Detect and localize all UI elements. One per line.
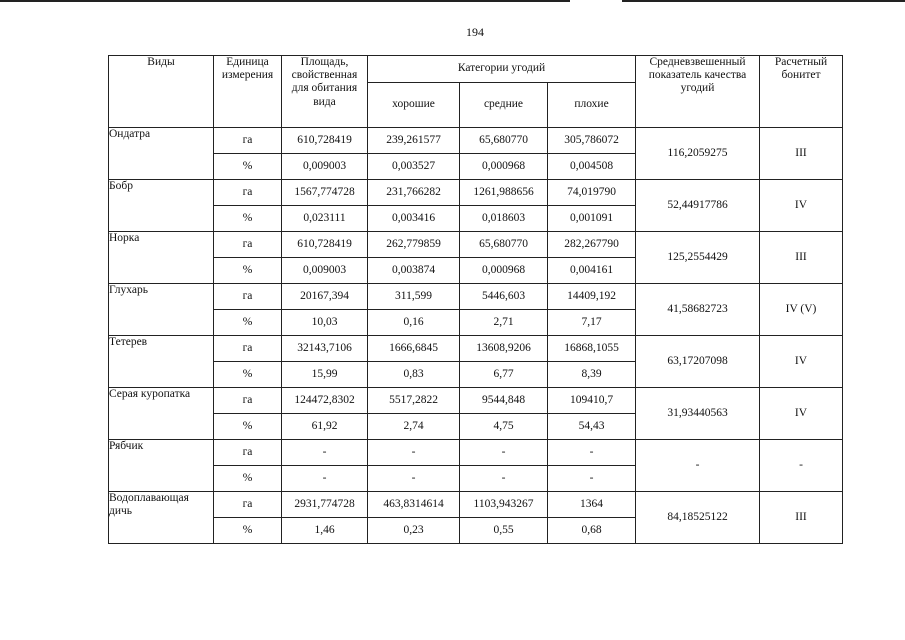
bad-cell: 0,004508 xyxy=(548,154,636,180)
bad-cell: - xyxy=(548,466,636,492)
good-cell: 239,261577 xyxy=(368,128,460,154)
species-cell: Водоплавающая дичь xyxy=(109,492,214,544)
bad-cell: - xyxy=(548,440,636,466)
table-row xyxy=(109,492,843,518)
unit-cell: % xyxy=(214,258,282,284)
area-cell: 15,99 xyxy=(282,362,368,388)
area-cell: 0,009003 xyxy=(282,154,368,180)
header-unit: Единица измерения xyxy=(214,56,282,128)
area-cell: 32143,7106 xyxy=(282,336,368,362)
good-cell: 2,74 xyxy=(368,414,460,440)
medium-cell: 6,77 xyxy=(460,362,548,388)
species-cell: Бобр xyxy=(109,180,214,232)
area-cell: 10,03 xyxy=(282,310,368,336)
quality-cell: 125,2554429 xyxy=(636,232,760,284)
unit-cell: га xyxy=(214,336,282,362)
area-cell: 2931,774728 xyxy=(282,492,368,518)
good-cell: 0,16 xyxy=(368,310,460,336)
header-quality: Средневзвешенный показатель качества угодий xyxy=(636,56,760,128)
unit-cell: % xyxy=(214,310,282,336)
species-cell: Норка xyxy=(109,232,214,284)
bonitet-cell: IV xyxy=(760,336,843,388)
medium-cell: 4,75 xyxy=(460,414,548,440)
species-cell: Тетерев xyxy=(109,336,214,388)
bad-cell: 0,001091 xyxy=(548,206,636,232)
quality-cell: 116,2059275 xyxy=(636,128,760,180)
good-cell: 231,766282 xyxy=(368,180,460,206)
medium-cell: 5446,603 xyxy=(460,284,548,310)
good-cell: 0,003527 xyxy=(368,154,460,180)
table-row xyxy=(109,284,843,310)
area-cell: 0,023111 xyxy=(282,206,368,232)
bad-cell: 0,004161 xyxy=(548,258,636,284)
good-cell: - xyxy=(368,466,460,492)
unit-cell: % xyxy=(214,466,282,492)
header-bonitet: Расчетный бонитет xyxy=(760,56,843,128)
table-row xyxy=(109,128,843,154)
good-cell: - xyxy=(368,440,460,466)
quality-cell: 84,18525122 xyxy=(636,492,760,544)
area-cell: 0,009003 xyxy=(282,258,368,284)
medium-cell: 13608,9206 xyxy=(460,336,548,362)
bonitet-cell: III xyxy=(760,128,843,180)
unit-cell: га xyxy=(214,232,282,258)
bad-cell: 7,17 xyxy=(548,310,636,336)
bad-cell: 109410,7 xyxy=(548,388,636,414)
top-rule-left xyxy=(0,0,570,2)
good-cell: 262,779859 xyxy=(368,232,460,258)
area-cell: - xyxy=(282,440,368,466)
header-area: Площадь, свойственная для обитания вида xyxy=(282,56,368,128)
bad-cell: 54,43 xyxy=(548,414,636,440)
header-species: Виды xyxy=(109,56,214,128)
unit-cell: га xyxy=(214,388,282,414)
unit-cell: % xyxy=(214,206,282,232)
species-cell: Серая куропатка xyxy=(109,388,214,440)
unit-cell: % xyxy=(214,414,282,440)
good-cell: 463,8314614 xyxy=(368,492,460,518)
table-body xyxy=(109,128,843,544)
medium-cell: 65,680770 xyxy=(460,128,548,154)
table-row xyxy=(109,336,843,362)
bonitet-cell: III xyxy=(760,492,843,544)
table-row xyxy=(109,440,843,466)
habitat-quality-table xyxy=(108,55,843,544)
unit-cell: га xyxy=(214,284,282,310)
medium-cell: 0,55 xyxy=(460,518,548,544)
bad-cell: 74,019790 xyxy=(548,180,636,206)
medium-cell: 0,000968 xyxy=(460,258,548,284)
medium-cell: 9544,848 xyxy=(460,388,548,414)
good-cell: 0,003416 xyxy=(368,206,460,232)
good-cell: 0,23 xyxy=(368,518,460,544)
unit-cell: га xyxy=(214,180,282,206)
species-cell: Рябчик xyxy=(109,440,214,492)
bad-cell: 8,39 xyxy=(548,362,636,388)
unit-cell: % xyxy=(214,362,282,388)
bonitet-cell: - xyxy=(760,440,843,492)
header-good: хорошие xyxy=(368,83,460,128)
medium-cell: 1103,943267 xyxy=(460,492,548,518)
good-cell: 5517,2822 xyxy=(368,388,460,414)
bad-cell: 14409,192 xyxy=(548,284,636,310)
species-cell: Глухарь xyxy=(109,284,214,336)
area-cell: 20167,394 xyxy=(282,284,368,310)
unit-cell: % xyxy=(214,518,282,544)
bad-cell: 16868,1055 xyxy=(548,336,636,362)
bad-cell: 0,68 xyxy=(548,518,636,544)
area-cell: - xyxy=(282,466,368,492)
area-cell: 610,728419 xyxy=(282,128,368,154)
medium-cell: 1261,988656 xyxy=(460,180,548,206)
quality-cell: 31,93440563 xyxy=(636,388,760,440)
medium-cell: - xyxy=(460,440,548,466)
header-bad: плохие xyxy=(548,83,636,128)
bonitet-cell: IV (V) xyxy=(760,284,843,336)
medium-cell: 2,71 xyxy=(460,310,548,336)
unit-cell: га xyxy=(214,128,282,154)
bad-cell: 1364 xyxy=(548,492,636,518)
area-cell: 1,46 xyxy=(282,518,368,544)
bonitet-cell: IV xyxy=(760,180,843,232)
table-row xyxy=(109,180,843,206)
unit-cell: га xyxy=(214,492,282,518)
header-categories: Категории угодий xyxy=(368,56,636,83)
unit-cell: % xyxy=(214,154,282,180)
bad-cell: 282,267790 xyxy=(548,232,636,258)
top-rule-right xyxy=(622,0,905,2)
good-cell: 0,83 xyxy=(368,362,460,388)
medium-cell: - xyxy=(460,466,548,492)
medium-cell: 0,018603 xyxy=(460,206,548,232)
medium-cell: 65,680770 xyxy=(460,232,548,258)
bonitet-cell: III xyxy=(760,232,843,284)
quality-cell: 52,44917786 xyxy=(636,180,760,232)
medium-cell: 0,000968 xyxy=(460,154,548,180)
good-cell: 311,599 xyxy=(368,284,460,310)
area-cell: 124472,8302 xyxy=(282,388,368,414)
quality-cell: 63,17207098 xyxy=(636,336,760,388)
table-row xyxy=(109,388,843,414)
species-cell: Ондатра xyxy=(109,128,214,180)
page-number: 194 xyxy=(466,25,484,39)
quality-cell: 41,58682723 xyxy=(636,284,760,336)
area-cell: 1567,774728 xyxy=(282,180,368,206)
area-cell: 610,728419 xyxy=(282,232,368,258)
bonitet-cell: IV xyxy=(760,388,843,440)
good-cell: 0,003874 xyxy=(368,258,460,284)
table-row xyxy=(109,232,843,258)
bad-cell: 305,786072 xyxy=(548,128,636,154)
area-cell: 61,92 xyxy=(282,414,368,440)
good-cell: 1666,6845 xyxy=(368,336,460,362)
quality-cell: - xyxy=(636,440,760,492)
header-medium: средние xyxy=(460,83,548,128)
unit-cell: га xyxy=(214,440,282,466)
